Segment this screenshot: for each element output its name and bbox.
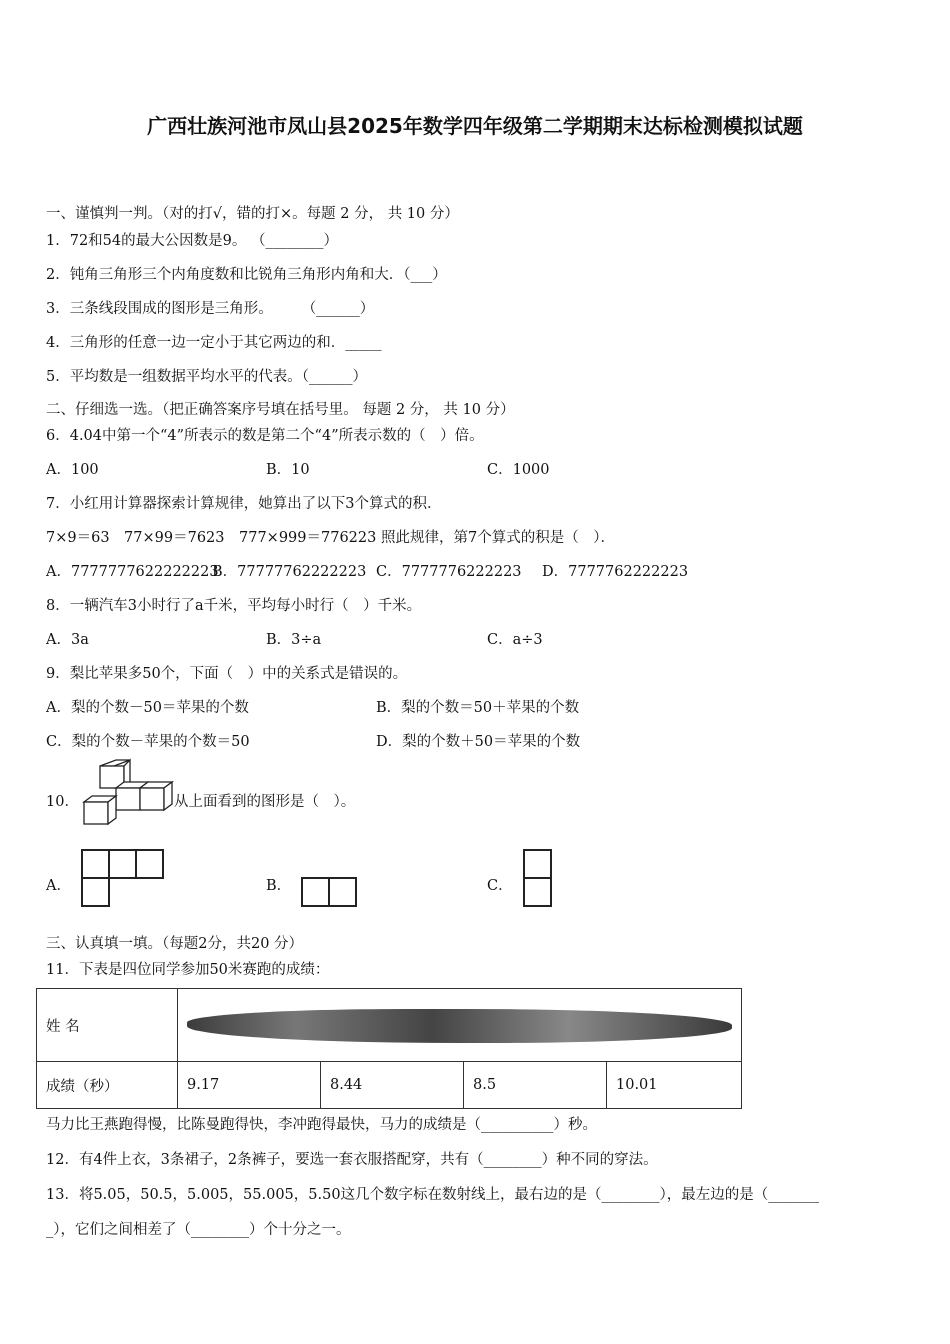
q6-option-c: C．1000 bbox=[487, 462, 550, 478]
question-7-formula: 7×9＝63 77×99＝7623 777×999＝776223 照此规律，第7个算式的积是（ ）． bbox=[46, 530, 615, 546]
score-cell: 10.01 bbox=[607, 1062, 742, 1109]
score-label-cell: 成绩（秒） bbox=[37, 1062, 178, 1109]
q10-option-a-figure bbox=[80, 848, 166, 910]
q8-option-c: C．a÷3 bbox=[487, 632, 543, 648]
question-7: 7．小红用计算器探索计算规律，她算出了以下3个算式的积． bbox=[46, 496, 442, 512]
cube-stack-figure bbox=[80, 758, 176, 828]
section-3-heading: 三、认真填一填。（每题2分，共20 分） bbox=[46, 936, 304, 952]
question-11-blank: 马力比王燕跑得慢，比陈曼跑得快，李冲跑得最快，马力的成绩是（__________）秒。 bbox=[46, 1117, 597, 1133]
question-2: 2．钝角三角形三个内角度数和比锐角三角形内角和大．（___） bbox=[46, 267, 447, 283]
q9-option-b: B．梨的个数＝50＋苹果的个数 bbox=[376, 700, 580, 716]
q8-option-b: B．3÷a bbox=[266, 632, 322, 648]
question-13-line1: 13．将5.05，50.5，5.005，55.005，5.50这几个数字标在数射线上，最右边的是（________），最左边的是（_______ bbox=[46, 1187, 820, 1203]
name-label-cell: 姓 名 bbox=[37, 989, 178, 1062]
score-table bbox=[36, 988, 742, 1109]
question-5: 5．平均数是一组数据平均水平的代表。（______） bbox=[46, 369, 367, 385]
question-3: 3．三条线段围成的图形是三角形。 （______） bbox=[46, 301, 375, 317]
score-cell: 9.17 bbox=[178, 1062, 321, 1109]
question-11: 11．下表是四位同学参加50米赛跑的成绩： bbox=[46, 962, 330, 978]
score-cell: 8.44 bbox=[321, 1062, 464, 1109]
q7-option-b: B．77777762222223 bbox=[212, 564, 367, 580]
q10-option-c-figure bbox=[522, 848, 556, 910]
question-1: 1．72和54的最大公因数是9。 （________） bbox=[46, 233, 338, 249]
section-1-heading: 一、谨慎判一判。（对的打√，错的打×。每题 2 分， 共 10 分） bbox=[46, 206, 459, 222]
table-row bbox=[37, 989, 742, 1062]
question-6: 6．4.04中第一个“4”所表示的数是第二个“4”所表示数的（ ）倍。 bbox=[46, 428, 484, 444]
question-12: 12．有4件上衣，3条裙子，2条裤子，要选一套衣服搭配穿，共有（________）种不同的穿法。 bbox=[46, 1152, 658, 1168]
q10-option-a: A． bbox=[46, 878, 71, 894]
obscured-names bbox=[187, 1009, 732, 1043]
q9-option-d: D．梨的个数＋50＝苹果的个数 bbox=[376, 734, 581, 750]
score-cell: 8.5 bbox=[464, 1062, 607, 1109]
table-row bbox=[37, 1062, 742, 1109]
q7-option-a: A．7777777622222223 bbox=[46, 564, 219, 580]
q10-option-c: C． bbox=[487, 878, 513, 894]
question-10-number: 10． bbox=[46, 794, 79, 810]
question-8: 8．一辆汽车3小时行了a千米，平均每小时行（ ）千米。 bbox=[46, 598, 422, 614]
q10-option-b: B． bbox=[266, 878, 292, 894]
question-9: 9．梨比苹果多50个，下面（ ）中的关系式是错误的。 bbox=[46, 666, 408, 682]
q10-option-b-figure bbox=[300, 876, 360, 910]
q6-option-b: B．10 bbox=[266, 462, 310, 478]
q7-option-c: C．7777776222223 bbox=[376, 564, 522, 580]
q8-option-a: A．3a bbox=[46, 632, 89, 648]
q9-option-a: A．梨的个数－50＝苹果的个数 bbox=[46, 700, 249, 716]
question-10: 从上面看到的图形是（ ）。 bbox=[174, 794, 356, 810]
section-2-heading: 二、仔细选一选。（把正确答案序号填在括号里。 每题 2 分， 共 10 分） bbox=[46, 402, 515, 418]
question-13-line2: _），它们之间相差了（________）个十分之一。 bbox=[46, 1222, 351, 1238]
q9-option-c: C．梨的个数－苹果的个数＝50 bbox=[46, 734, 250, 750]
question-4: 4．三角形的任意一边一定小于其它两边的和．_____ bbox=[46, 335, 382, 351]
q7-option-d: D．7777762222223 bbox=[542, 564, 689, 580]
page-title: 广西壮族河池市凤山县2025年数学四年级第二学期期末达标检测模拟试题 bbox=[147, 114, 803, 138]
q6-option-a: A．100 bbox=[46, 462, 99, 478]
names-cell-obscured bbox=[178, 989, 742, 1062]
